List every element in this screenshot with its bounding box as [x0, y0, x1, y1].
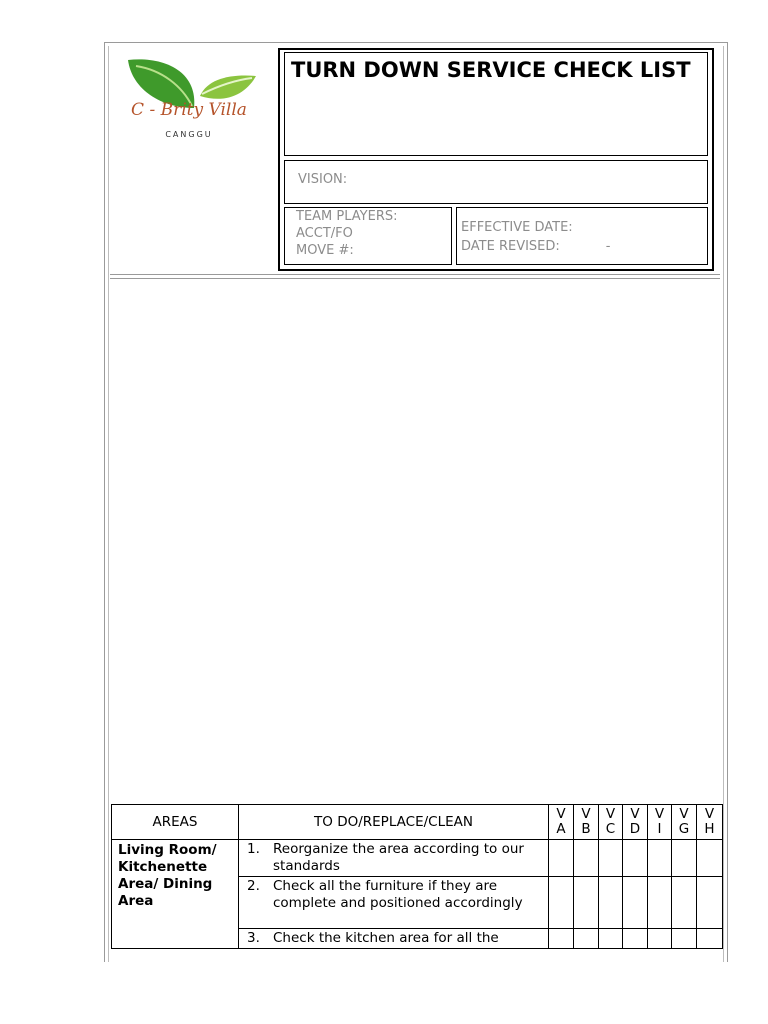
check-cell[interactable] [599, 929, 623, 949]
date-revised-label: DATE REVISED: [461, 239, 560, 254]
list-item: 2. Check all the furniture if they are complete and positioned accordingly [239, 877, 549, 929]
check-cell[interactable] [648, 877, 672, 929]
table-header-row [112, 805, 723, 840]
areas-header: AREAS [112, 805, 239, 840]
divider-line [110, 278, 720, 279]
check-cell[interactable] [697, 929, 723, 949]
logo-brand-text: C - Brity Villa [131, 100, 247, 120]
check-cell[interactable] [623, 929, 648, 949]
villa-column-header: V D [623, 805, 648, 840]
dates-box [456, 207, 708, 265]
vision-label: VISION: [298, 172, 348, 187]
list-item: 3. Check the kitchen area for all the [239, 929, 549, 949]
team-value: ACCT/FO [296, 226, 353, 241]
check-cell[interactable] [672, 929, 697, 949]
checklist-table [111, 804, 723, 949]
check-cell[interactable] [623, 840, 648, 877]
villa-column-header: V I [648, 805, 672, 840]
divider-line [110, 274, 720, 275]
team-players-box [284, 207, 452, 265]
logo [110, 48, 278, 270]
check-cell[interactable] [549, 840, 574, 877]
move-label: MOVE #: [296, 243, 354, 258]
check-cell[interactable] [672, 840, 697, 877]
list-item: 1. Reorganize the area according to our standards [239, 840, 549, 877]
villa-column-header: V A [549, 805, 574, 840]
check-cell[interactable] [697, 840, 723, 877]
check-cell[interactable] [574, 877, 599, 929]
todo-header: TO DO/REPLACE/CLEAN [239, 805, 549, 840]
check-cell[interactable] [648, 929, 672, 949]
effective-date-label: EFFECTIVE DATE: [461, 220, 573, 235]
logo-location-text: CANGGU [165, 130, 213, 139]
check-cell[interactable] [623, 877, 648, 929]
check-cell[interactable] [697, 877, 723, 929]
check-cell[interactable] [648, 840, 672, 877]
check-cell[interactable] [574, 929, 599, 949]
check-cell[interactable] [574, 840, 599, 877]
team-players-label: TEAM PLAYERS: [296, 209, 398, 224]
check-cell[interactable] [549, 877, 574, 929]
document-title: TURN DOWN SERVICE CHECK LIST [291, 58, 691, 82]
villa-column-header: V G [672, 805, 697, 840]
check-cell[interactable] [672, 877, 697, 929]
check-cell[interactable] [599, 840, 623, 877]
table-row [112, 840, 723, 877]
check-cell[interactable] [599, 877, 623, 929]
villa-column-header: V C [599, 805, 623, 840]
vision-box [284, 160, 708, 204]
check-cell[interactable] [549, 929, 574, 949]
villa-column-header: V B [574, 805, 599, 840]
date-revised-value: - [605, 239, 611, 254]
area-name: Living Room/ Kitchenette Area/ Dining Area [112, 840, 239, 949]
villa-column-header: V H [697, 805, 723, 840]
